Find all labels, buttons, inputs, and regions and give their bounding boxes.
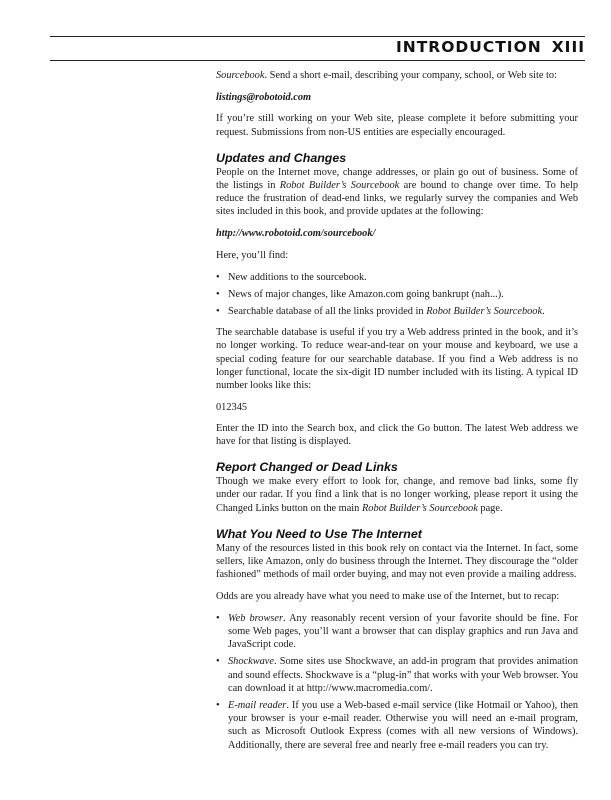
page-number: XIII — [551, 38, 585, 56]
sourcebook-url: http://www.robotoid.com/sourcebook/ — [216, 228, 376, 240]
book-title: Robot Builder’s Sourcebook — [279, 180, 400, 192]
book-title: Sourcebook — [216, 70, 265, 81]
section-heading-internet: What You Need to Use The Internet — [216, 526, 422, 541]
list-item: • Searchable database of all the links provided in Robot Builder’s Sourcebook. — [216, 305, 578, 318]
report-paragraph: Though we make every effort to look for, change, and remove bad links, some fly under our radar. If you find a link that is no longer working, please report it using the Changed Links button on the main Robot Builder’s Sourcebook page. — [216, 476, 578, 514]
listing-email: listings@robotoid.com — [216, 91, 312, 103]
intro-paragraph: Sourcebook. Send a short e-mail, describing your company, school, or Web site to: — [216, 70, 557, 81]
internet-paragraph: Many of the resources listed in this book rely on contact via the Internet. In fact, some sellers, like Amazon, only do business through the Internet. They discourage the “older fashioned” methods of mail order buying, and may not even provide a mailing address. — [216, 542, 578, 581]
recap-paragraph: Odds are you already have what you need to make use of the Internet, but to recap: — [216, 590, 560, 602]
list-item-shockwave: • Shockwave. Some sites use Shockwave, an add-in program that provides animation and sound effects. Shockwave is a “plug-in” that works with your Web browser. You can download it at http://www.macromedia.com/. — [216, 655, 578, 695]
requirements-list — [216, 612, 578, 752]
id-example: 012345 — [216, 401, 248, 413]
page-body — [216, 69, 578, 760]
section-heading-updates: Updates and Changes — [216, 150, 347, 165]
list-item: • New additions to the sourcebook. — [216, 271, 578, 284]
updates-paragraph: People on the Internet move, change addresses, or plain go out of business. Some of the listings in Robot Builder’s Sourcebook are bound to change over time. To help reduce the frustration of dead-end links, we regularly survey the companies and Web sites included in this book, and provide updates at the following: — [216, 166, 578, 218]
header-title: INTRODUCTION — [395, 38, 542, 56]
search-paragraph: Enter the ID into the Search box, and click the Go button. The latest Web address we have for that listing is displayed. — [216, 422, 578, 448]
updates-list — [216, 271, 578, 319]
updates-find-text: Here, you’ll find: — [216, 249, 289, 261]
book-title: Robot Builder’s Sourcebook — [361, 502, 478, 514]
list-item-browser: • Web browser. Any reasonably recent version of your favorite should be fine. For some Web pages, you’ll want a browser that can display graphics and run Java and JavaScript code. — [216, 612, 578, 652]
database-paragraph: The searchable database is useful if you try a Web address printed in the book, and it’s no longer working. To reduce wear-and-tear on your mouse and keyboard, we use a special coding feature for our searchable database. If you find a Web address is no longer functional, locate the six-digit ID number included with its listing. A typical ID number looks like this: — [216, 327, 578, 391]
header-bottom-rule — [50, 60, 585, 61]
list-item-email-reader: • E-mail reader. If you use a Web-based e-mail service (like Hotmail or Yahoo), then your browser is your e-mail reader. Otherwise you will need an e-mail program, such as Microsoft Outlook Express (comes with all new versions of Windows). Additionally, there are several free and nearly free e-mail readers you can try. — [216, 699, 578, 752]
list-item: • News of major changes, like Amazon.com going bankrupt (nah...). — [216, 288, 578, 301]
intro-paragraph-2: If you’re still working on your Web site, please complete it before submitting your request. Submissions from non-US entities are especially encouraged. — [216, 113, 578, 138]
book-title: Robot Builder’s Sourcebook — [426, 305, 543, 317]
header-top-rule — [50, 36, 585, 37]
running-header — [396, 38, 585, 56]
section-heading-report: Report Changed or Dead Links — [216, 460, 398, 475]
